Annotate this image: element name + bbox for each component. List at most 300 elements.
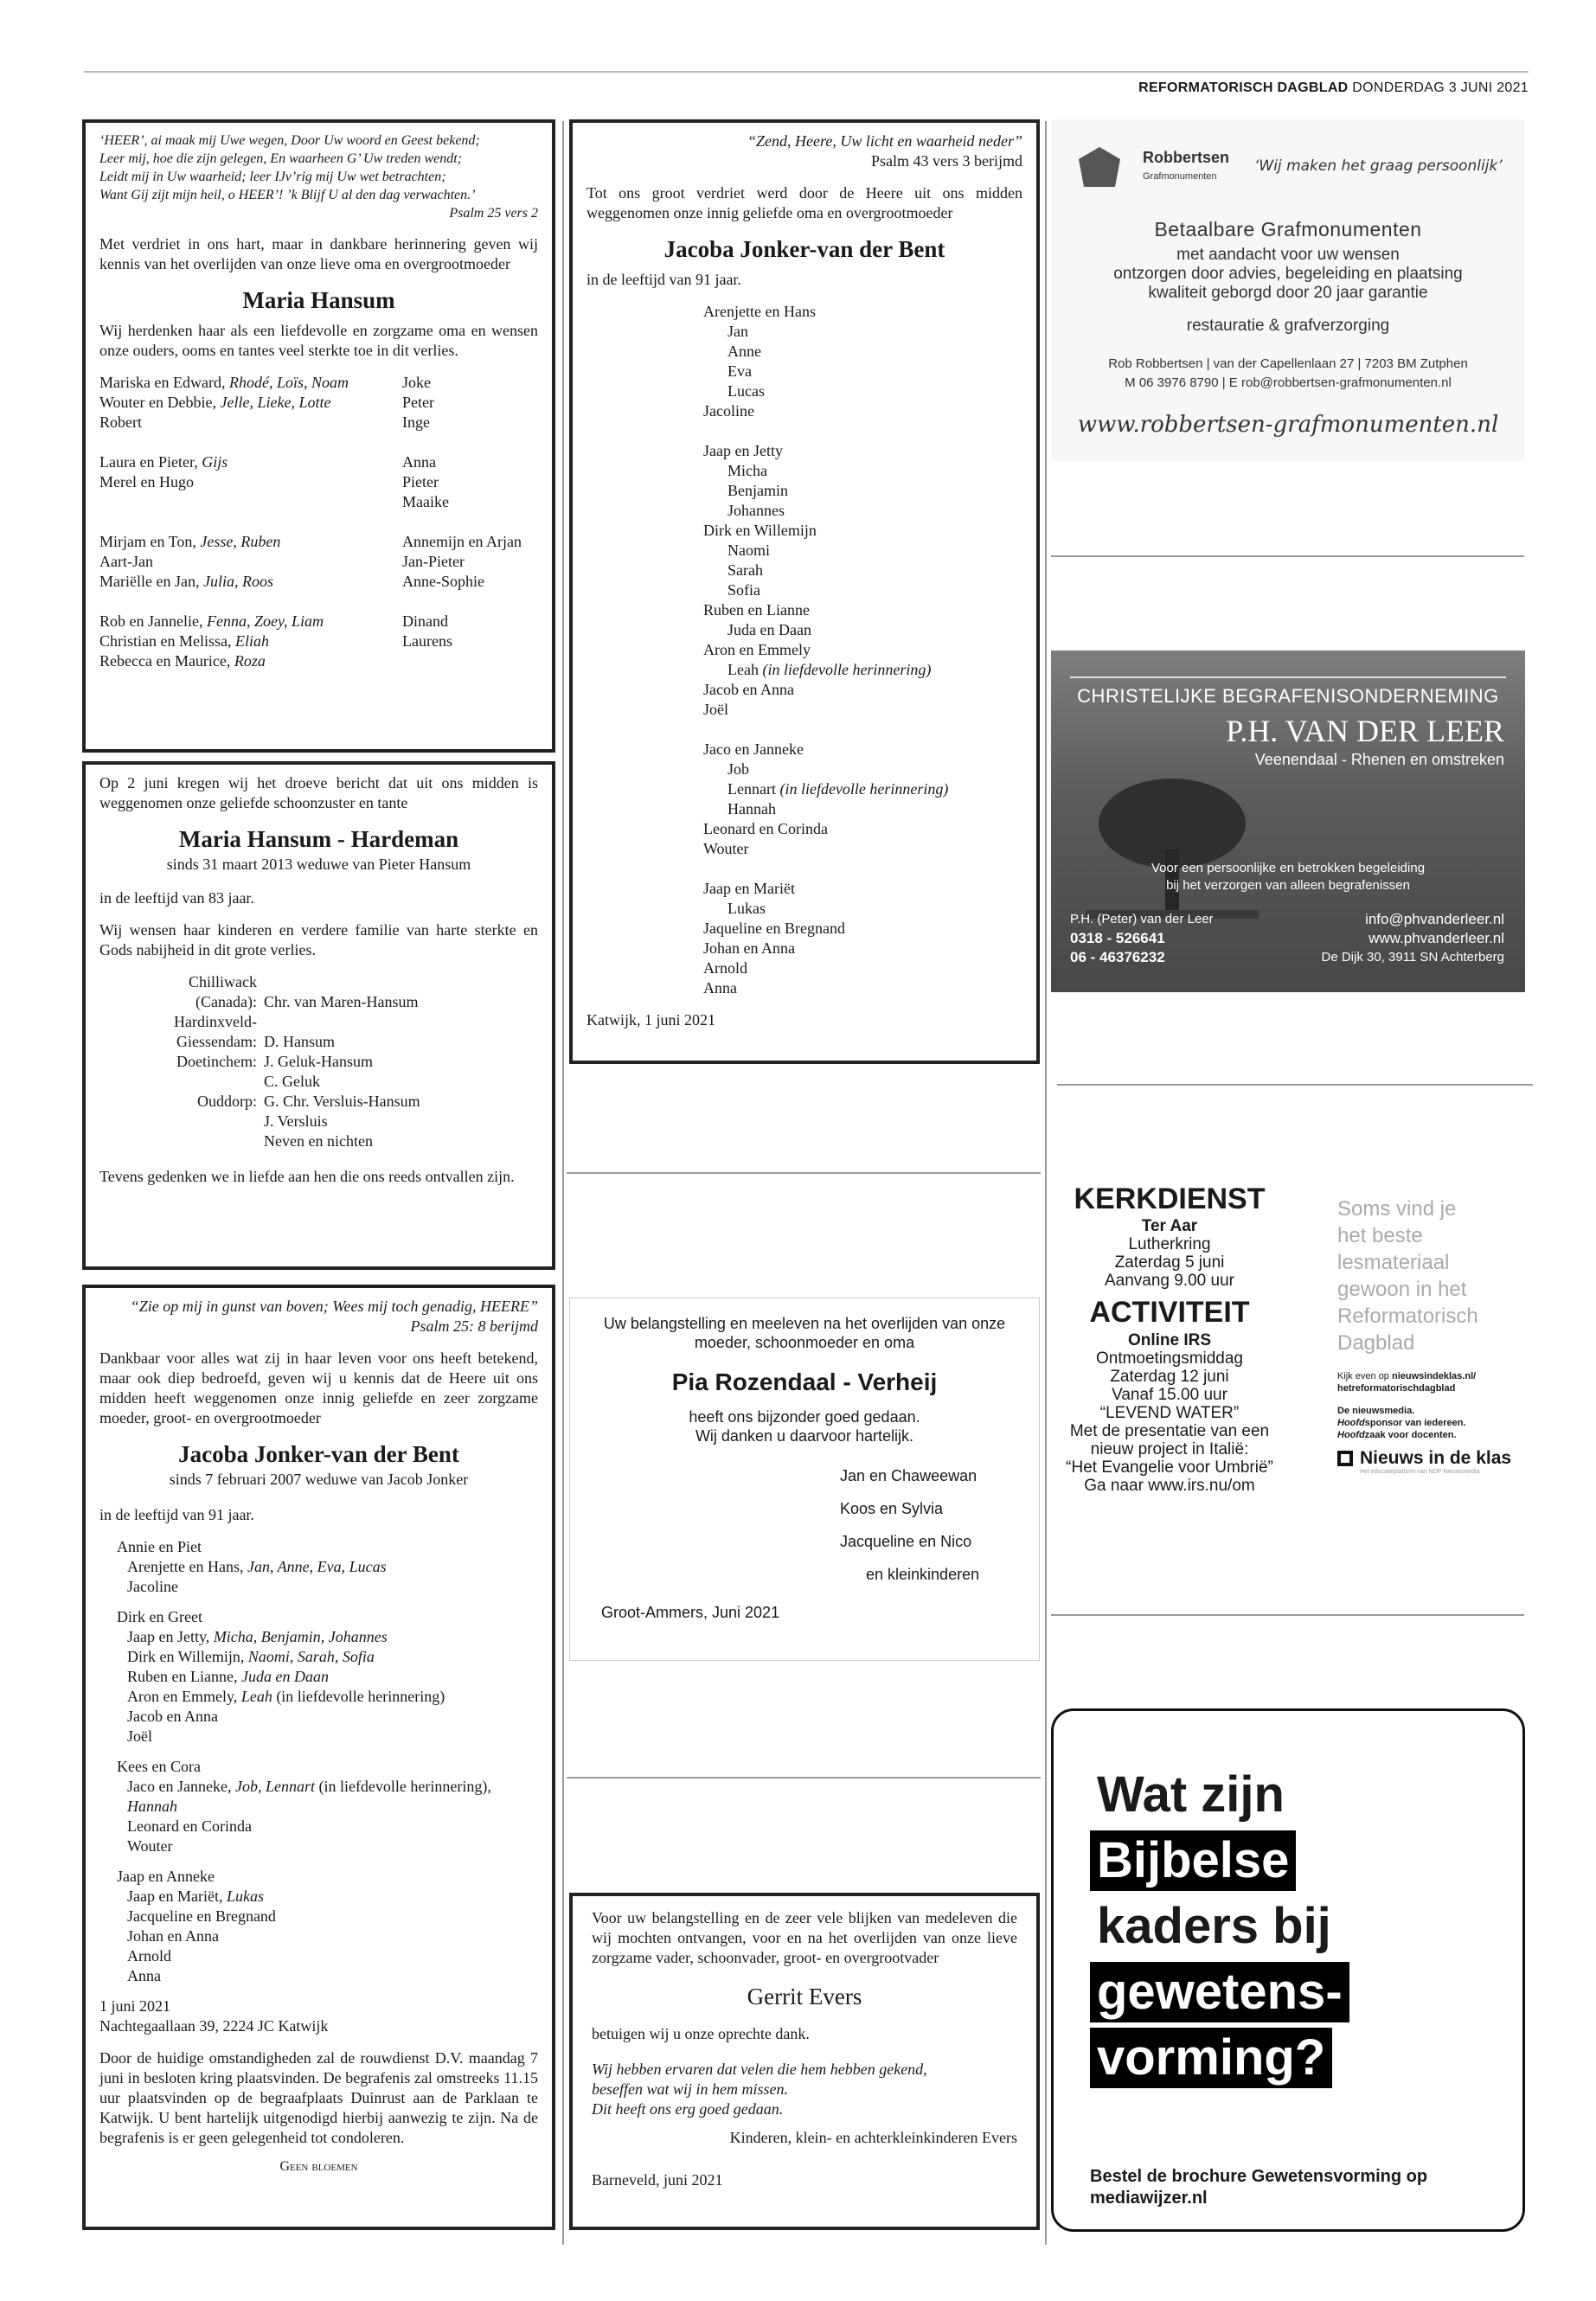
tagline-line: Voor een persoonlijke en betrokken begeleiding xyxy=(1151,861,1426,875)
place-row xyxy=(99,992,538,1012)
verse-line: Leidt mij in Uw waarheid; leer IJv’rig mij Uw wet betrachten; xyxy=(99,170,446,184)
thanks-pia-rozendaal xyxy=(569,1298,1040,1661)
family-line xyxy=(586,740,1022,760)
family-left xyxy=(99,592,402,612)
family-list xyxy=(99,373,538,671)
group-line xyxy=(117,1687,538,1707)
thanks-text: betuigen wij u onze oprechte dank. xyxy=(592,2025,810,2042)
group-head: Kees en Cora xyxy=(117,1758,201,1775)
family-list xyxy=(586,302,1022,998)
group-line xyxy=(117,1817,538,1836)
no-flowers-note: Geen bloemen xyxy=(279,2159,358,2174)
phone-number: 0318 - 526641 xyxy=(1070,930,1165,946)
family-name: Benjamin xyxy=(727,482,788,499)
group-line xyxy=(117,1667,538,1687)
group-line xyxy=(117,1836,538,1856)
ad-lines xyxy=(1051,246,1525,303)
mobile-number: 06 - 46376232 xyxy=(1070,949,1165,965)
family-name: Micha xyxy=(727,462,767,479)
company-region: Veenendaal - Rhenen en omstreken xyxy=(1254,751,1504,768)
call-to-action xyxy=(1090,2166,1427,2209)
headline-line: Bijbelse xyxy=(1090,1830,1296,1891)
church-service-notice xyxy=(1057,1181,1282,1495)
contact-right xyxy=(1051,910,1504,967)
family-line xyxy=(586,899,1022,919)
activity-title: ACTIVITEIT xyxy=(1089,1296,1250,1329)
family-left xyxy=(99,552,402,572)
place-name: Giessendam: xyxy=(176,1033,257,1050)
place-name xyxy=(99,1112,264,1131)
family-name: Anna xyxy=(703,979,737,997)
headline-row xyxy=(1090,1962,1349,2028)
activity-line: “Het Evangelie voor Umbrië” xyxy=(1066,1458,1273,1477)
group-names: Jaap en Jetty, xyxy=(127,1628,214,1645)
ad-text xyxy=(1337,1195,1536,1356)
widow-note: sinds 7 februari 2007 weduwe van Jacob Jonker xyxy=(169,1471,469,1488)
group-names: Johan en Anna xyxy=(127,1927,219,1945)
grandchildren: Hannah xyxy=(127,1798,177,1815)
ad-line: het beste xyxy=(1337,1224,1423,1247)
family-line xyxy=(586,322,1022,342)
group-head: Dirk en Greet xyxy=(117,1608,202,1625)
group-line xyxy=(117,1777,538,1797)
family-member: D. Hansum xyxy=(264,1033,335,1050)
psalm-quote xyxy=(99,131,538,222)
psalm-quote: “Zie op mij in gunst van boven; Wees mij toch genadig, HEERE” xyxy=(130,1298,538,1315)
family-name: Sarah xyxy=(727,561,763,579)
place-row xyxy=(99,1112,538,1131)
family-name: Johan en Anna xyxy=(703,939,795,957)
activity-link[interactable]: Ga naar www.irs.nu/om xyxy=(1084,1477,1255,1495)
family-line xyxy=(586,939,1022,958)
family-line xyxy=(586,441,1022,461)
family-left xyxy=(99,512,402,532)
family-row xyxy=(99,631,538,651)
family-name: Jacoline xyxy=(703,402,754,420)
verse-line: Want Gij zijt mijn heil, o HEER’! ’k Blijf U al den dag verwachten.’ xyxy=(99,188,476,202)
place-date: Barneveld, juni 2021 xyxy=(592,2171,723,2189)
family-line xyxy=(586,978,1022,998)
family-member: Jan en Chaweewan xyxy=(840,1467,977,1484)
family-line xyxy=(586,561,1022,580)
family-name: Johannes xyxy=(727,502,785,519)
family-name: Jaap en Jetty xyxy=(703,442,783,459)
family-line xyxy=(586,302,1022,322)
group-names: Jaco en Janneke, xyxy=(127,1778,235,1795)
family-row xyxy=(99,472,538,492)
family-names: Merel en Hugo xyxy=(99,473,194,490)
group-line xyxy=(117,1627,538,1647)
deceased-name: Maria Hansum - Hardeman xyxy=(178,826,459,852)
family-name: Jacob en Anna xyxy=(703,681,794,698)
group-names: (in liefdevolle herinnering) xyxy=(272,1688,445,1705)
intro-text: Op 2 juni kregen wij het droeve bericht dat uit ons midden is weggenomen onze geliefde schoonzuster en tante xyxy=(99,774,538,811)
place-date: Groot-Ammers, Juni 2021 xyxy=(601,1604,780,1621)
family-member: Koos en Sylvia xyxy=(840,1500,944,1517)
ad-line: lesmateriaal xyxy=(1337,1251,1450,1274)
verse-reference: Psalm 25: 8 berijmd xyxy=(410,1317,538,1335)
tagline-line: bij het verzorgen van alleen begrafenissen xyxy=(1166,878,1410,893)
group-names: Dirk en Willemijn, xyxy=(127,1648,248,1665)
service-church: Lutherkring xyxy=(1128,1235,1211,1253)
family-line xyxy=(586,779,1022,799)
divider xyxy=(1070,676,1506,678)
service-time: Aanvang 9.00 uur xyxy=(1104,1272,1234,1290)
link-url: nieuwsindeklas.nl/ xyxy=(1391,1371,1477,1381)
group-names: Wouter xyxy=(127,1837,173,1855)
family-right: Joke xyxy=(402,374,431,391)
headline-row xyxy=(1090,1830,1349,1896)
family-member: Chr. van Maren-Hansum xyxy=(264,993,419,1010)
family-row xyxy=(99,433,538,452)
verse-line: ‘HEER’, ai maak mij Uwe wegen, Door Uw woord en Geest bekend; xyxy=(99,133,480,148)
family-line xyxy=(586,580,1022,600)
family-line xyxy=(586,859,1022,879)
ad-nieuws-in-de-klas xyxy=(1337,1195,1536,1475)
age-text: in de leeftijd van 83 jaar. xyxy=(99,889,254,907)
group-names: Ruben en Lianne, xyxy=(127,1668,241,1685)
family-right: Anne-Sophie xyxy=(402,573,484,590)
family-group xyxy=(99,1537,538,1597)
memorial-note: (in liefdevolle herinnering) xyxy=(779,780,949,798)
family-names: Mariëlle en Jan, xyxy=(99,573,203,590)
grandchildren: Micha, Benjamin, Johannes xyxy=(213,1628,388,1645)
family-row xyxy=(99,452,538,472)
activity-time: Vanaf 15.00 uur xyxy=(1112,1386,1227,1404)
group-names: Joël xyxy=(127,1727,152,1745)
family-names: Christian en Melissa, xyxy=(99,632,235,650)
family-line xyxy=(586,919,1022,939)
place-row xyxy=(99,1032,538,1052)
ad-line: Dagblad xyxy=(1337,1331,1415,1355)
family-member: C. Geluk xyxy=(264,1073,320,1090)
family-group xyxy=(99,1867,538,1986)
family-name: Job xyxy=(727,760,750,778)
activity-date: Zaterdag 12 juni xyxy=(1110,1368,1229,1386)
place-row xyxy=(99,1052,538,1072)
group-names: Jacob en Anna xyxy=(127,1708,218,1725)
family-left xyxy=(99,373,402,393)
activity-theme: “LEVEND WATER” xyxy=(1099,1404,1240,1422)
contact-block xyxy=(1051,355,1525,393)
thanks-line: heeft ons bijzonder goed gedaan. xyxy=(689,1408,920,1426)
ad-line: Reformatorisch xyxy=(1337,1304,1478,1328)
service-line: restauratie & grafverzorging xyxy=(1186,317,1390,335)
link-url-2: hetreformatorischdagblad xyxy=(1337,1383,1456,1394)
tagline-line: zaak voor docenten. xyxy=(1364,1430,1457,1440)
quote-line: Wij hebben ervaren dat velen die hem hebben gekend, xyxy=(592,2061,927,2078)
family-group xyxy=(99,1607,538,1747)
place-name: Chilliwack xyxy=(189,973,257,990)
family-member: Neven en nichten xyxy=(264,1132,373,1150)
thanks-line: Wij danken u daarvoor hartelijk. xyxy=(695,1427,914,1445)
family-names: Wouter en Debbie, xyxy=(99,394,221,411)
group-names: Jacqueline en Bregnand xyxy=(127,1907,276,1925)
headline-row xyxy=(1090,1765,1349,1830)
address-text: Nachtegaallaan 39, 2224 JC Katwijk xyxy=(99,2017,329,2035)
group-names: Arenjette en Hans, xyxy=(127,1558,247,1575)
group-line xyxy=(117,1907,538,1926)
family-children: Jesse, Ruben xyxy=(200,533,281,550)
headline-line: vorming? xyxy=(1090,2028,1332,2088)
family-children: Rhodé, Loïs, Noam xyxy=(228,374,349,391)
family-line xyxy=(586,362,1022,381)
family-line xyxy=(586,481,1022,501)
family-left xyxy=(99,631,402,651)
family-row xyxy=(99,512,538,532)
family-line xyxy=(586,760,1022,779)
family-row xyxy=(99,651,538,671)
body-text: Wij herdenken haar als een liefdevolle en zorgzame oma en wensen onze ouders, ooms en tantes veel sterkte toe in dit verlies. xyxy=(99,322,538,359)
ad-line: Soms vind je xyxy=(1337,1197,1457,1221)
family-left xyxy=(99,492,402,512)
verse-reference: Psalm 43 vers 3 berijmd xyxy=(871,152,1022,170)
brand-name: Robbertsen xyxy=(1143,149,1230,166)
family-line xyxy=(586,401,1022,421)
place-row xyxy=(99,1092,538,1112)
family-member: Jacqueline en Nico xyxy=(840,1533,972,1550)
family-row xyxy=(99,552,538,572)
family-list xyxy=(99,1537,538,1986)
activity-name: Ontmoetingsmiddag xyxy=(1095,1349,1244,1368)
group-head: Jaap en Anneke xyxy=(117,1868,215,1885)
group-names: Arnold xyxy=(127,1947,171,1965)
age-text: in de leeftijd van 91 jaar. xyxy=(586,271,741,288)
ad-robbertsen-grafmonumenten xyxy=(1051,119,1525,461)
obituary-maria-hansum xyxy=(82,119,555,753)
grandchildren: Jan, Anne, Eva, Lucas xyxy=(247,1558,387,1575)
family-line xyxy=(586,660,1022,680)
headline-line: kaders bij xyxy=(1097,1898,1331,1954)
family-right: Dinand xyxy=(402,612,448,630)
group-line xyxy=(117,1707,538,1727)
family-row xyxy=(99,413,538,433)
family-left xyxy=(99,572,402,592)
family-name: Jaap en Mariët xyxy=(703,880,795,897)
family-left xyxy=(99,452,402,472)
ad-gewetensvorming-brochure xyxy=(1051,1708,1525,2232)
grandchildren: Juda en Daan xyxy=(240,1668,329,1685)
group-line xyxy=(117,1926,538,1946)
family-right: Laurens xyxy=(402,632,452,650)
family-line xyxy=(586,640,1022,660)
rule xyxy=(567,1777,1041,1779)
family-names: Robert xyxy=(99,413,142,431)
tagline-line: De nieuwsmedia. xyxy=(1337,1406,1415,1416)
group-names: Leonard en Corinda xyxy=(127,1817,252,1835)
family-children: Julia, Roos xyxy=(202,573,273,590)
family-right: Annemijn en Arjan xyxy=(402,533,522,550)
family-name: Eva xyxy=(727,362,752,380)
square-logo-icon xyxy=(1337,1451,1353,1466)
rule xyxy=(567,1172,1041,1174)
headline-line: Wat zijn xyxy=(1097,1766,1285,1823)
place-row xyxy=(99,1131,538,1151)
headline-line: gewetens- xyxy=(1090,1962,1349,2022)
family-left xyxy=(99,433,402,452)
family-name: Sofia xyxy=(727,581,760,599)
family-line xyxy=(586,342,1022,362)
cta-line: Bestel de brochure Gewetensvorming op xyxy=(1090,2167,1428,2186)
family-line xyxy=(586,381,1022,401)
ad-link[interactable] xyxy=(1337,1370,1536,1394)
intro-text: Tot ons groot verdriet werd door de Heere uit ons midden weggenomen onze innig geliefde oma en overgrootmoeder xyxy=(586,184,1022,221)
verse-line: Leer mij, hoe die zijn gelegen, En waarheen G’ Uw treden wendt; xyxy=(99,151,463,166)
family-row xyxy=(99,612,538,631)
place-name: Ouddorp: xyxy=(197,1093,257,1110)
group-line xyxy=(117,1946,538,1966)
obituary-jacoba-jonker-grandchildren xyxy=(569,119,1040,1064)
place-row xyxy=(99,972,538,992)
grandchildren: Leah xyxy=(240,1688,272,1705)
family-name: Wouter xyxy=(703,840,749,857)
family-children: Fenna, Zoey, Liam xyxy=(206,612,324,630)
family-name: Leonard en Corinda xyxy=(703,820,828,837)
body-text: Wij wensen haar kinderen en verdere familie van harte sterkte en Gods nabijheid in dit grote verlies. xyxy=(99,921,538,958)
family-name: Jan xyxy=(727,323,748,340)
rule xyxy=(1057,1084,1533,1086)
family-group xyxy=(99,1757,538,1856)
widow-note: sinds 31 maart 2013 weduwe van Pieter Hansum xyxy=(166,856,471,873)
tagline-emph: Hoofd xyxy=(1337,1418,1365,1428)
website-link[interactable]: www.robbertsen-grafmonumenten.nl xyxy=(1077,412,1499,438)
brand-subtitle: Grafmonumenten xyxy=(1143,171,1217,182)
family-children: Jelle, Lieke, Lotte xyxy=(220,394,331,411)
contact-address: Rob Robbertsen | van der Capellenlaan 27 | 7203 BM Zutphen xyxy=(1108,356,1468,371)
family-places xyxy=(99,972,538,1151)
family-line xyxy=(586,879,1022,899)
family-line xyxy=(586,958,1022,978)
link-prefix: Kijk even op xyxy=(1337,1371,1392,1381)
family-right: Jan-Pieter xyxy=(402,553,465,570)
place-row xyxy=(99,1072,538,1092)
family-name: Dirk en Willemijn xyxy=(703,522,817,539)
memorial-note: (in liefdevolle herinnering) xyxy=(762,661,932,678)
family-row xyxy=(99,492,538,512)
family-member: J. Geluk-Hansum xyxy=(264,1053,373,1070)
family-left xyxy=(99,472,402,492)
group-line xyxy=(117,1966,538,1986)
psalm-quote: “Zend, Heere, Uw licht en waarheid neder” xyxy=(747,132,1022,150)
service-place: Ter Aar xyxy=(1141,1217,1198,1235)
group-line xyxy=(117,1727,538,1747)
group-names: Jacoline xyxy=(127,1578,178,1595)
headline-row xyxy=(1090,1896,1349,1962)
family-children: Gijs xyxy=(202,453,228,471)
rule xyxy=(1051,555,1524,557)
group-names: (in liefdevolle herinnering), xyxy=(314,1778,491,1795)
grandchildren: Lukas xyxy=(226,1888,264,1905)
family-name: Leah xyxy=(727,661,763,678)
group-head: Annie en Piet xyxy=(117,1538,202,1555)
verse-reference: Psalm 25 vers 2 xyxy=(449,206,538,221)
family-left xyxy=(99,612,402,631)
family-name: Ruben en Lianne xyxy=(703,601,810,619)
top-rule xyxy=(84,71,1529,73)
family-line xyxy=(586,819,1022,839)
group-line xyxy=(117,1797,538,1817)
family-name: Hannah xyxy=(727,800,776,817)
family-right: Maaike xyxy=(402,493,449,510)
funeral-text: Door de huidige omstandigheden zal de rouwdienst D.V. maandag 7 juni in besloten kring plaatsvinden. De begrafenis zal omstreeks 11.15 uur plaatsvinden op de begraafplaats Duinrust aan de Parklaan te Katwijk. U bent hartelijk uitgenodigd hierbij aanwezig te zijn. Na de begrafenis is er geen gelegenheid tot condoleren. xyxy=(99,2049,538,2146)
tagline xyxy=(1051,860,1525,894)
family-line xyxy=(586,461,1022,481)
family-name: Lukas xyxy=(727,900,766,917)
place-name: Doetinchem: xyxy=(176,1053,257,1070)
ad-title: Betaalbare Grafmonumenten xyxy=(1154,218,1422,240)
family-member xyxy=(264,1012,538,1032)
age-text: in de leeftijd van 91 jaar. xyxy=(99,1506,254,1523)
family-children: Eliah xyxy=(234,632,269,650)
obituary-maria-hansum-hardeman xyxy=(82,761,555,1270)
grandchildren: Naomi, Sarah, Sofia xyxy=(247,1648,375,1665)
group-names: Anna xyxy=(127,1967,161,1984)
date-text: 1 juni 2021 xyxy=(99,1997,171,2015)
ad-brand xyxy=(1337,1448,1536,1469)
intro-text: Dankbaar voor alles wat zij in haar leven voor ons heeft betekend, maar ook diep bedroefd, geven wij u kennis dat de Heere uit ons midden heeft weggenomen onze innig geliefde en zeer zorgzame moeder, groot- en overgrootmoeder xyxy=(99,1349,538,1426)
place-row xyxy=(99,1012,538,1032)
family-names: Aart-Jan xyxy=(99,553,153,570)
deceased-name: Pia Rozendaal - Verheij xyxy=(671,1368,938,1395)
family-line xyxy=(586,799,1022,819)
group-line xyxy=(117,1647,538,1667)
family-name: Lennart xyxy=(727,780,780,798)
ad-line: ontzorgen door advies, begeleiding en plaatsing xyxy=(1113,265,1463,283)
family-names: Mirjam en Ton, xyxy=(99,533,201,550)
website-link[interactable]: www.phvanderleer.nl xyxy=(1368,930,1504,946)
family-line xyxy=(586,541,1022,561)
family-left xyxy=(99,651,402,671)
place-name xyxy=(99,1072,264,1092)
family-name: Lucas xyxy=(727,382,765,400)
family-line xyxy=(586,720,1022,740)
family-signature: Kinderen, klein- en achterkleinkinderen Evers xyxy=(729,2129,1017,2146)
place-name: (Canada): xyxy=(195,993,257,1010)
family-right: Pieter xyxy=(402,473,439,490)
slogan: ‘Wij maken het graag persoonlijk’ xyxy=(1254,157,1503,175)
family-member: J. Versluis xyxy=(264,1112,328,1130)
family-member: G. Chr. Versluis-Hansum xyxy=(264,1093,420,1110)
place-name xyxy=(99,1131,264,1151)
family-name: Jaco en Janneke xyxy=(703,740,804,758)
family-row xyxy=(99,393,538,413)
thanks-gerrit-evers xyxy=(569,1893,1040,2230)
family-name: Naomi xyxy=(727,542,770,559)
family-name: Joël xyxy=(703,701,728,718)
family-line xyxy=(586,680,1022,700)
cta-link[interactable]: mediawijzer.nl xyxy=(1090,2189,1208,2208)
issue-date: DONDERDAG 3 JUNI 2021 xyxy=(1352,80,1529,95)
column-rule-1 xyxy=(562,121,564,2245)
stone-logo-icon xyxy=(1074,144,1124,192)
family-line xyxy=(586,501,1022,521)
family-name: Arenjette en Hans xyxy=(703,303,816,320)
family-name: Aron en Emmely xyxy=(703,641,811,658)
family-names: Laura en Pieter, xyxy=(99,453,202,471)
family-children: Roza xyxy=(234,652,266,670)
family-line xyxy=(586,700,1022,720)
headline-row xyxy=(1090,2028,1349,2093)
headline xyxy=(1090,1765,1349,2093)
email-link[interactable]: info@phvanderleer.nl xyxy=(1365,911,1504,927)
place-date: Katwijk, 1 juni 2021 xyxy=(586,1011,715,1029)
group-names: Aron en Emmely, xyxy=(127,1688,241,1705)
family-name: Juda en Daan xyxy=(727,621,811,638)
brand-name: Nieuws in de klas xyxy=(1360,1448,1512,1468)
company-type: CHRISTELIJKE BEGRAFENISONDERNEMING xyxy=(1077,685,1499,707)
contact-phone-email: M 06 3976 8790 | E rob@robbertsen-grafmonumenten.nl xyxy=(1125,375,1452,390)
intro-text: Met verdriet in ons hart, maar in dankbare herinnering geven wij kennis van het overlijden van onze lieve oma en overgrootmoeder xyxy=(99,235,538,272)
